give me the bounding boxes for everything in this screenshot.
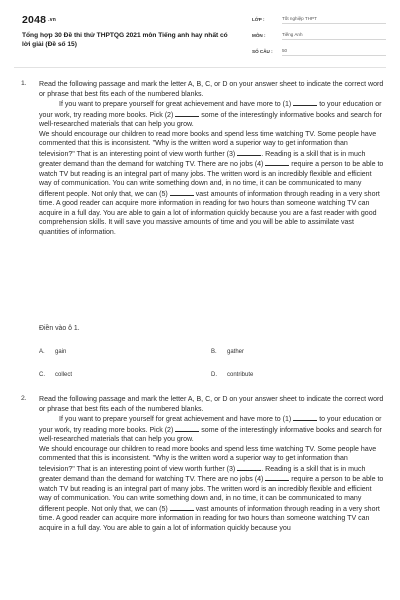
passage-text: to your education or your work, try reading more books. Pick (2)	[39, 101, 382, 119]
passage-text: We should encourage our children to read more books and spend less time watching TV. Some people have commented that this is inconsistent. "Why is the written word a superior way to get information than television?" That is an interesting point of view worth further (3)	[39, 130, 377, 158]
document-header	[0, 0, 400, 62]
instruction: Read the following passage and mark the letter A, B, C, or D on your answer sheet to indicate the correct word or phrase that best fits each of the numbered blanks.	[39, 396, 384, 413]
meta-row-class	[252, 14, 386, 30]
blank-5	[170, 189, 194, 196]
document-title: Tổng hợp 30 Đề thi thử THPTQG 2021 môn Tiếng anh hay nhất có lời giải (Đề số 15)	[22, 32, 228, 48]
passage-text: We should encourage our children to read more books and spend less time watching TV. Some people have commented that this is inconsistent. "Why is the written word a superior way to get information than television?" That is an interesting point of view worth further (3)	[39, 445, 377, 473]
question-text	[39, 80, 384, 237]
blank-1	[293, 99, 317, 106]
option-text: collect	[55, 372, 73, 378]
option-text: contribute	[227, 372, 254, 378]
meta-value: Tiếng Anh	[282, 32, 386, 40]
blank-2	[175, 110, 199, 117]
option-letter: D.	[211, 372, 217, 378]
option-letter: A.	[39, 349, 45, 355]
option-d[interactable]	[211, 372, 253, 378]
question-prompt: Điền vào ô 1.	[39, 325, 80, 332]
passage-text: If you want to prepare yourself for great achievement and have more to (1)	[59, 101, 292, 108]
passage-paragraph-1	[39, 414, 384, 445]
passage-text: vast amounts of information through reading in a very short time. A good reader can acquire more information in reading for two hours than someone watching TV can acquire in a full day. You are able to gain a lot of information quickly because you	[39, 505, 380, 532]
passage-text: . Reading is a skill that is in much greater demand than the demand for watching TV. There are no jobs (4)	[39, 150, 366, 168]
meta-key: SỐ CÂU :	[252, 49, 273, 54]
passage-paragraph-2	[39, 130, 384, 238]
blank-2	[175, 425, 199, 432]
logo-text: 2048	[22, 14, 47, 26]
meta-value: 50	[282, 48, 386, 56]
blank-1	[293, 414, 317, 421]
option-a[interactable]	[39, 349, 66, 355]
meta-table	[252, 14, 386, 62]
passage-paragraph-2	[39, 445, 384, 534]
passage-text: require a person to be able to watch TV but reading is an integral part of many jobs. The written word is an incredibly flexible and efficient way of communication. You can write something down and, in no time, it can be communicated to many different people. Not only that, we can (5)	[39, 476, 384, 513]
question-number: 2.	[21, 395, 27, 402]
logo-suffix: .vn	[48, 17, 56, 24]
instruction: Read the following passage and mark the letter A, B, C, or D on your answer sheet to indicate the correct word or phrase that best fits each of the numbered blanks.	[39, 81, 384, 98]
option-text: gain	[55, 349, 67, 355]
passage-text: some of the interestingly informative books and search for well-researched materials that can help you grow.	[39, 111, 382, 128]
header-divider	[14, 67, 386, 68]
question-1	[14, 80, 386, 390]
meta-key: LỚP :	[252, 17, 265, 22]
passage-text: to your education or your work, try reading more books. Pick (2)	[39, 416, 382, 434]
passage-text: some of the interestingly informative books and search for well-researched materials that can help you grow.	[39, 426, 382, 443]
blank-5	[170, 504, 194, 511]
meta-key: MÔN :	[252, 33, 266, 38]
passage-text: . Reading is a skill that is in much greater demand than the demand for watching TV. There are no jobs (4)	[39, 465, 366, 483]
meta-row-subject	[252, 30, 386, 46]
option-b[interactable]	[211, 349, 244, 355]
option-letter: C.	[39, 372, 45, 378]
question-text	[39, 395, 384, 533]
passage-paragraph-1	[39, 99, 384, 130]
option-c[interactable]	[39, 372, 72, 378]
question-number: 1.	[21, 80, 27, 87]
option-text: gather	[227, 349, 245, 355]
site-logo[interactable]	[22, 14, 56, 26]
option-letter: B.	[211, 349, 217, 355]
question-2	[14, 395, 386, 600]
meta-value: Tốt nghiệp THPT	[282, 16, 386, 24]
meta-row-count	[252, 46, 386, 62]
passage-text: If you want to prepare yourself for great achievement and have more to (1)	[59, 416, 292, 423]
passage-text: require a person to be able to watch TV but reading is an integral part of many jobs. The written word is an incredibly flexible and efficient way of communication. You can write something down and, in no time, it can be communicated to many different people. Not only that, we can (5)	[39, 161, 384, 198]
passage-text: vast amounts of information through reading in a very short time. A good reader can acquire more information in reading for two hours than someone watching TV can acquire in a full day. You are able to gain a lot of information quickly because you are a fast reader with good comprehension skills. It will save you massive amounts of time and you will be able to assimilate vast quantities of information.	[39, 190, 380, 236]
blank-3	[237, 149, 261, 156]
blank-4	[265, 159, 289, 166]
blank-4	[265, 474, 289, 481]
blank-3	[237, 464, 261, 471]
